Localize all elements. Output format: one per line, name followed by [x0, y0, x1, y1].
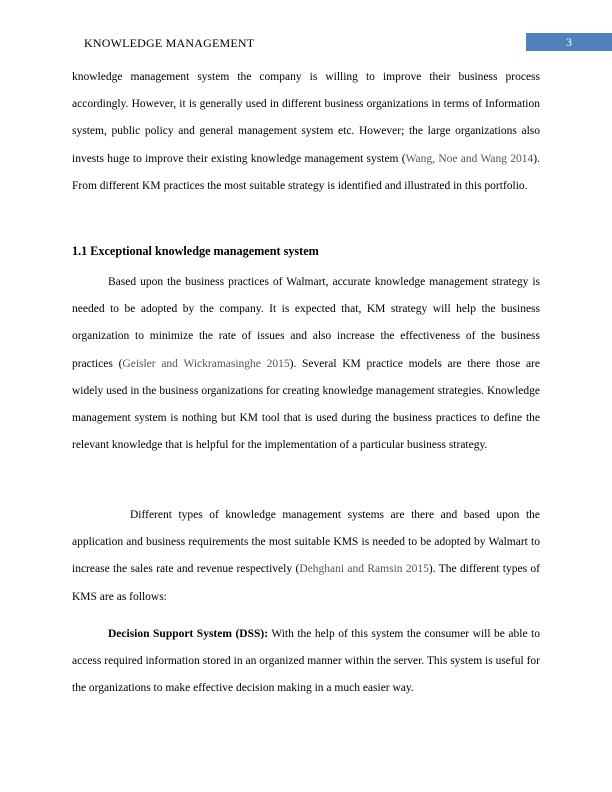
paragraph-text: ). From different KM practices the most suitable strategy is identified and illustrated in this portfolio. [72, 152, 540, 192]
section-paragraph-2 [72, 502, 540, 611]
citation: Wang, Noe and Wang 2014 [405, 152, 534, 165]
paragraph-text: knowledge management system the company is willing to improve their business process accordingly. However, it is generally used in different business organizations in terms of Information system, public policy and general management system etc. However; the large organizations also invests huge to improve their existing knowledge management system ( [72, 71, 540, 165]
paragraph-text: Based upon the business practices of Walmart, accurate knowledge management strategy is needed to be adopted by the company. It is expected that, KM strategy will help the business organization to minimize the rate of issues and also increase the effectiveness of the business practices ( [72, 276, 540, 370]
dss-paragraph [72, 621, 540, 703]
section-heading: 1.1 Exceptional knowledge management system [72, 244, 319, 258]
citation: Geisler and Wickramasinghe 2015 [122, 357, 290, 370]
intro-paragraph [72, 64, 540, 200]
paragraph-text: ). Several KM practice models are there those are widely used in the business organizations for creating knowledge management strategies. Knowledge management system is nothing but KM tool that is used during the business practices to define the relevant knowledge that is helpful for the implementation of a particular business strategy. [72, 357, 540, 452]
term-label: Decision Support System (DSS): [108, 628, 269, 640]
citation: Dehghani and Ramsin 2015 [299, 563, 429, 576]
section-paragraph-1 [72, 269, 540, 459]
paragraph-text: ). The different types of KMS are as follows: [72, 563, 540, 603]
paragraph-text: Different types of knowledge management systems are there and based upon the application and business requirements the most suitable KMS is needed to be adopted by Walmart to increase the sales rate and revenue respectively ( [72, 509, 540, 576]
paragraph-text: With the help of this system the consumer will be able to access required information stored in an organized manner within the server. This system is useful for the organizations to make effective decision making in a much easier way. [72, 628, 540, 695]
running-header-title: KNOWLEDGE MANAGEMENT [84, 36, 255, 50]
page-number-badge: 3 [526, 33, 612, 51]
